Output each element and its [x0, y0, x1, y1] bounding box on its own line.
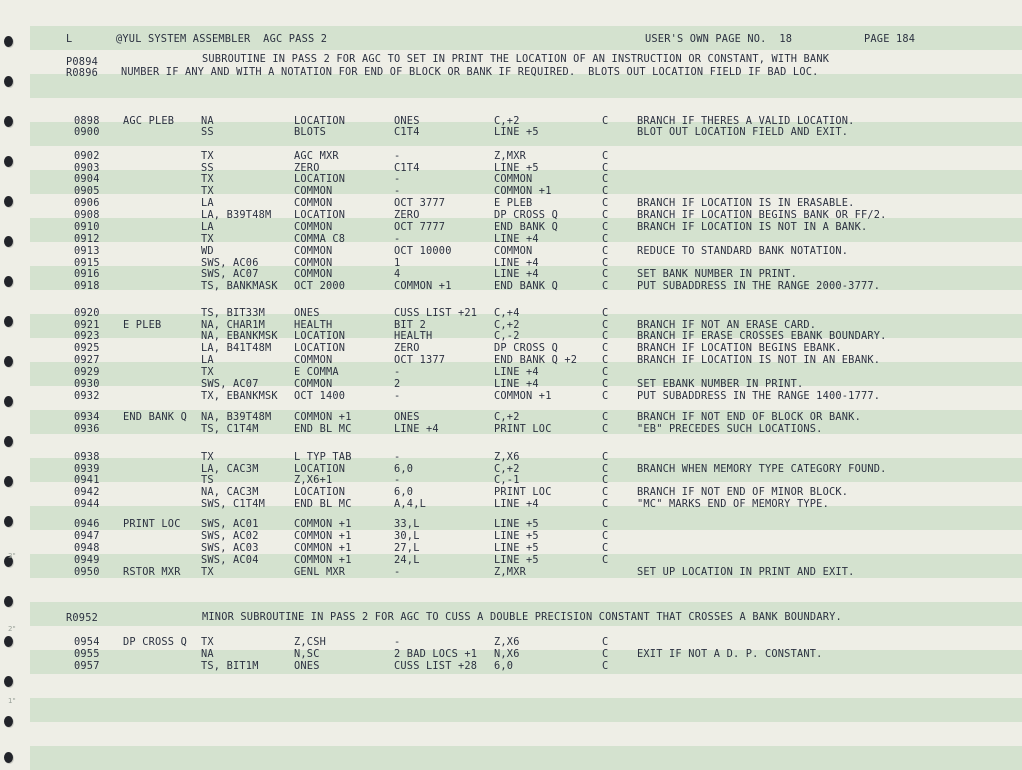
row-rem: PUT SUBADDRESS IN THE RANGE 2000-3777. — [637, 280, 881, 292]
row-f1: 33,L — [394, 518, 420, 530]
row-op: TS, BANKMASK — [201, 280, 278, 292]
row-f1: CUSS LIST +21 — [394, 307, 478, 319]
row-op: SS — [201, 162, 214, 174]
row-f2: LINE +4 — [494, 366, 539, 378]
row-f1: ZERO — [394, 342, 420, 354]
row-f2: COMMON — [494, 245, 533, 257]
row-c: C — [602, 554, 609, 566]
row-c: C — [602, 486, 609, 498]
row-loc: PRINT LOC — [123, 518, 181, 530]
row-addr: LOCATION — [294, 209, 346, 221]
row-f2: END BANK Q — [494, 221, 558, 233]
feed-hole-icon — [4, 36, 13, 47]
row-num: 0910 — [74, 221, 100, 233]
row-f2: LINE +4 — [494, 268, 539, 280]
row-rem: "EB" PRECEDES SUCH LOCATIONS. — [637, 423, 823, 435]
row-f1: BIT 2 — [394, 319, 426, 331]
row-num: 0918 — [74, 280, 100, 292]
row-op: NA, B39T48M — [201, 411, 272, 423]
row-addr: ONES — [294, 660, 320, 672]
row-c: C — [602, 474, 609, 486]
row-num: 0898 — [74, 115, 100, 127]
row-num: 0900 — [74, 126, 100, 138]
green-band — [30, 698, 1022, 722]
row-f2: Z,MXR — [494, 566, 526, 578]
row-f2: COMMON +1 — [494, 390, 552, 402]
feed-hole-icon — [4, 236, 13, 247]
row-f1: 6,0 — [394, 486, 414, 498]
header-user-page: USER'S OWN PAGE NO. 18 — [645, 33, 793, 45]
row-num: 0906 — [74, 197, 100, 209]
row-op: TX — [201, 451, 214, 463]
row-f2: C,+2 — [494, 463, 520, 475]
row-rem: PUT SUBADDRESS IN THE RANGE 1400-1777. — [637, 390, 881, 402]
row-f2: LINE +4 — [494, 257, 539, 269]
row-op: SWS, AC04 — [201, 554, 259, 566]
row-addr: ZERO — [294, 162, 320, 174]
row-c: C — [602, 498, 609, 510]
header-left-mark: L — [66, 33, 73, 45]
row-f2: DP CROSS Q — [494, 342, 558, 354]
row-f1: - — [394, 474, 401, 486]
row-c: C — [602, 648, 609, 660]
row-c: C — [602, 209, 609, 221]
row-rem: SET BANK NUMBER IN PRINT. — [637, 268, 797, 280]
feed-hole-icon — [4, 116, 13, 127]
row-f2: COMMON — [494, 173, 533, 185]
row-addr: COMMON +1 — [294, 530, 352, 542]
row-f2: LINE +5 — [494, 542, 539, 554]
row-op: TX — [201, 150, 214, 162]
row-rem: BRANCH IF LOCATION BEGINS EBANK. — [637, 342, 842, 354]
row-rem: BRANCH IF NOT END OF BLOCK OR BANK. — [637, 411, 861, 423]
row-rem: REDUCE TO STANDARD BANK NOTATION. — [637, 245, 849, 257]
row-c: C — [602, 423, 609, 435]
feed-hole-icon — [4, 276, 13, 287]
row-op: NA, CAC3M — [201, 486, 259, 498]
row-op: TX — [201, 566, 214, 578]
row-loc: END BANK Q — [123, 411, 187, 423]
green-band — [30, 650, 1022, 674]
row-rem: BRANCH IF NOT END OF MINOR BLOCK. — [637, 486, 849, 498]
row-f1: - — [394, 451, 401, 463]
feed-hole-icon — [4, 196, 13, 207]
row-op: TX — [201, 233, 214, 245]
row-f1: A,4,L — [394, 498, 426, 510]
row-f2: PRINT LOC — [494, 423, 552, 435]
row-op: TX — [201, 366, 214, 378]
row-num: 0930 — [74, 378, 100, 390]
row-op: TX, EBANKMSK — [201, 390, 278, 402]
row-c: C — [602, 390, 609, 402]
row-rem: SET UP LOCATION IN PRINT AND EXIT. — [637, 566, 855, 578]
row-f1: 2 — [394, 378, 401, 390]
row-num: 0942 — [74, 486, 100, 498]
row-f1: 27,L — [394, 542, 420, 554]
row-loc: AGC PLEB — [123, 115, 175, 127]
row-f2: Z,X6 — [494, 636, 520, 648]
row-c: C — [602, 411, 609, 423]
row-num: 0941 — [74, 474, 100, 486]
row-op: LA — [201, 197, 214, 209]
feed-hole-icon — [4, 156, 13, 167]
comment-line-number: P0894 — [66, 56, 98, 68]
row-op: TX — [201, 185, 214, 197]
row-f1: - — [394, 185, 401, 197]
row-addr: COMMON — [294, 257, 333, 269]
row-f1: - — [394, 233, 401, 245]
row-num: 0929 — [74, 366, 100, 378]
ruler-mark: 1" — [8, 697, 16, 705]
row-f1: COMMON +1 — [394, 280, 452, 292]
row-f1: ONES — [394, 115, 420, 127]
row-num: 0949 — [74, 554, 100, 566]
row-c: C — [602, 342, 609, 354]
row-f2: END BANK Q +2 — [494, 354, 578, 366]
row-num: 0902 — [74, 150, 100, 162]
row-f2: 6,0 — [494, 660, 514, 672]
comment-line-text: NUMBER IF ANY AND WITH A NOTATION FOR END OF BLOCK OR BANK IF REQUIRED. BLOTS OUT LOCATION FIELD IF BAD LOC. — [121, 66, 819, 78]
row-c: C — [602, 150, 609, 162]
row-addr: N,SC — [294, 648, 320, 660]
row-loc: RSTOR MXR — [123, 566, 181, 578]
feed-hole-icon — [4, 316, 13, 327]
row-addr: HEALTH — [294, 319, 333, 331]
row-f2: DP CROSS Q — [494, 209, 558, 221]
row-addr: ONES — [294, 307, 320, 319]
row-f2: C,+2 — [494, 411, 520, 423]
header-title: @YUL SYSTEM ASSEMBLER AGC PASS 2 — [116, 33, 328, 45]
row-num: 0947 — [74, 530, 100, 542]
row-f2: C,-1 — [494, 474, 520, 486]
row-f1: 4 — [394, 268, 401, 280]
row-rem: BRANCH IF LOCATION IS NOT IN A BANK. — [637, 221, 868, 233]
row-addr: COMMON +1 — [294, 542, 352, 554]
row-rem: EXIT IF NOT A D. P. CONSTANT. — [637, 648, 823, 660]
row-addr: COMMON — [294, 197, 333, 209]
row-c: C — [602, 518, 609, 530]
row-num: 0915 — [74, 257, 100, 269]
row-addr: COMMON — [294, 245, 333, 257]
row-num: 0921 — [74, 319, 100, 331]
row-f2: COMMON +1 — [494, 185, 552, 197]
row-addr: COMMON — [294, 378, 333, 390]
row-num: 0938 — [74, 451, 100, 463]
row-op: LA, B41T48M — [201, 342, 272, 354]
row-c: C — [602, 530, 609, 542]
row-f2: LINE +4 — [494, 498, 539, 510]
row-f1: OCT 7777 — [394, 221, 446, 233]
row-num: 0904 — [74, 173, 100, 185]
row-f2: C,+2 — [494, 115, 520, 127]
row-op: TX — [201, 173, 214, 185]
feed-hole-icon — [4, 716, 13, 727]
row-addr: COMMON +1 — [294, 554, 352, 566]
row-rem: BRANCH IF NOT AN ERASE CARD. — [637, 319, 817, 331]
row-op: LA, B39T48M — [201, 209, 272, 221]
row-num: 0923 — [74, 330, 100, 342]
row-addr: COMMON — [294, 354, 333, 366]
row-addr: AGC MXR — [294, 150, 339, 162]
row-addr: COMMON — [294, 185, 333, 197]
row-f1: ONES — [394, 411, 420, 423]
row-op: TS — [201, 474, 214, 486]
row-num: 0913 — [74, 245, 100, 257]
row-op: NA — [201, 648, 214, 660]
row-f2: LINE +4 — [494, 378, 539, 390]
row-op: SWS, AC01 — [201, 518, 259, 530]
row-c: C — [602, 660, 609, 672]
row-op: NA, CHAR1M — [201, 319, 265, 331]
row-addr: BLOTS — [294, 126, 326, 138]
row-c: C — [602, 463, 609, 475]
row-op: TS, BIT33M — [201, 307, 265, 319]
feed-hole-icon — [4, 596, 13, 607]
row-f2: LINE +5 — [494, 162, 539, 174]
row-f1: ZERO — [394, 209, 420, 221]
row-number: R0952 — [66, 612, 98, 624]
row-f1: C1T4 — [394, 126, 420, 138]
row-c: C — [602, 185, 609, 197]
row-f1: - — [394, 566, 401, 578]
row-addr: END BL MC — [294, 498, 352, 510]
row-c: C — [602, 173, 609, 185]
row-num: 0950 — [74, 566, 100, 578]
row-op: TX — [201, 636, 214, 648]
row-op: SWS, AC07 — [201, 378, 259, 390]
row-addr: LOCATION — [294, 173, 346, 185]
row-addr: LOCATION — [294, 342, 346, 354]
row-addr: E COMMA — [294, 366, 339, 378]
row-num: 0903 — [74, 162, 100, 174]
row-c: C — [602, 366, 609, 378]
row-addr: COMMA C8 — [294, 233, 346, 245]
row-addr: Z,CSH — [294, 636, 326, 648]
feed-hole-icon — [4, 752, 13, 763]
row-op: SWS, AC03 — [201, 542, 259, 554]
row-f2: C,+4 — [494, 307, 520, 319]
row-op: SWS, AC02 — [201, 530, 259, 542]
row-c: C — [602, 542, 609, 554]
row-addr: LOCATION — [294, 330, 346, 342]
row-f1: - — [394, 173, 401, 185]
row-num: 0948 — [74, 542, 100, 554]
row-addr: LOCATION — [294, 115, 346, 127]
row-num: 0955 — [74, 648, 100, 660]
row-op: LA, CAC3M — [201, 463, 259, 475]
row-num: 0939 — [74, 463, 100, 475]
row-f2: C,-2 — [494, 330, 520, 342]
comment-line-number: R0896 — [66, 67, 98, 79]
row-addr: COMMON +1 — [294, 411, 352, 423]
row-f2: LINE +5 — [494, 126, 539, 138]
row-addr: Z,X6+1 — [294, 474, 333, 486]
row-op: SWS, C1T4M — [201, 498, 265, 510]
row-num: 0954 — [74, 636, 100, 648]
row-c: C — [602, 319, 609, 331]
row-op: NA — [201, 115, 214, 127]
row-c: C — [602, 378, 609, 390]
row-f2: END BANK Q — [494, 280, 558, 292]
header-page-number: PAGE 184 — [864, 33, 916, 45]
row-rem: BRANCH WHEN MEMORY TYPE CATEGORY FOUND. — [637, 463, 887, 475]
row-f1: CUSS LIST +28 — [394, 660, 478, 672]
ruler-mark: 3" — [8, 552, 16, 560]
comment-line-text: SUBROUTINE IN PASS 2 FOR AGC TO SET IN PRINT THE LOCATION OF AN INSTRUCTION OR CONSTANT, WITH BANK — [202, 53, 830, 65]
row-f2: PRINT LOC — [494, 486, 552, 498]
row-num: 0912 — [74, 233, 100, 245]
row-c: C — [602, 268, 609, 280]
row-addr: OCT 2000 — [294, 280, 346, 292]
row-addr: END BL MC — [294, 423, 352, 435]
row-f1: OCT 1377 — [394, 354, 446, 366]
feed-hole-icon — [4, 676, 13, 687]
row-f1: - — [394, 390, 401, 402]
row-f1: - — [394, 150, 401, 162]
row-c: C — [602, 115, 609, 127]
row-f2: Z,MXR — [494, 150, 526, 162]
row-num: 0944 — [74, 498, 100, 510]
row-num: 0934 — [74, 411, 100, 423]
row-f1: OCT 10000 — [394, 245, 452, 257]
feed-hole-icon — [4, 356, 13, 367]
row-f2: LINE +5 — [494, 530, 539, 542]
row-f2: LINE +5 — [494, 554, 539, 566]
row-f1: HEALTH — [394, 330, 433, 342]
row-f1: 24,L — [394, 554, 420, 566]
row-op: WD — [201, 245, 214, 257]
row-op: TS, C1T4M — [201, 423, 259, 435]
row-addr: L TYP TAB — [294, 451, 352, 463]
feed-hole-icon — [4, 396, 13, 407]
green-band — [30, 746, 1022, 770]
feed-hole-icon — [4, 516, 13, 527]
row-f1: C1T4 — [394, 162, 420, 174]
row-c: C — [602, 221, 609, 233]
row-rem: SET EBANK NUMBER IN PRINT. — [637, 378, 804, 390]
row-op: TS, BIT1M — [201, 660, 259, 672]
row-f2: LINE +5 — [494, 518, 539, 530]
row-num: 0957 — [74, 660, 100, 672]
row-c: C — [602, 451, 609, 463]
row-c: C — [602, 307, 609, 319]
feed-hole-icon — [4, 476, 13, 487]
row-rem: BRANCH IF LOCATION BEGINS BANK OR FF/2. — [637, 209, 887, 221]
row-c: C — [602, 636, 609, 648]
row-f1: LINE +4 — [394, 423, 439, 435]
row-f1: 30,L — [394, 530, 420, 542]
row-op: LA — [201, 221, 214, 233]
feed-hole-icon — [4, 636, 13, 647]
row-op: SWS, AC07 — [201, 268, 259, 280]
row-addr: COMMON — [294, 268, 333, 280]
row-c: C — [602, 162, 609, 174]
row-num: 0946 — [74, 518, 100, 530]
row-f1: OCT 3777 — [394, 197, 446, 209]
row-op: SS — [201, 126, 214, 138]
row-f1: - — [394, 366, 401, 378]
row-addr: LOCATION — [294, 486, 346, 498]
minor-subroutine-comment: MINOR SUBROUTINE IN PASS 2 FOR AGC TO CUSS A DOUBLE PRECISION CONSTANT THAT CROSSES A BANK BOUNDARY. — [202, 611, 842, 623]
row-addr: OCT 1400 — [294, 390, 346, 402]
row-num: 0925 — [74, 342, 100, 354]
row-rem: BRANCH IF THERES A VALID LOCATION. — [637, 115, 855, 127]
row-f1: 6,0 — [394, 463, 414, 475]
row-num: 0905 — [74, 185, 100, 197]
row-num: 0920 — [74, 307, 100, 319]
row-num: 0916 — [74, 268, 100, 280]
row-f2: E PLEB — [494, 197, 533, 209]
row-f1: 2 BAD LOCS +1 — [394, 648, 478, 660]
feed-hole-icon — [4, 76, 13, 87]
row-c: C — [602, 245, 609, 257]
row-op: SWS, AC06 — [201, 257, 259, 269]
row-num: 0908 — [74, 209, 100, 221]
row-num: 0932 — [74, 390, 100, 402]
row-f2: LINE +4 — [494, 233, 539, 245]
row-num: 0927 — [74, 354, 100, 366]
row-loc: E PLEB — [123, 319, 162, 331]
row-rem: BLOT OUT LOCATION FIELD AND EXIT. — [637, 126, 849, 138]
row-rem: BRANCH IF LOCATION IS NOT IN AN EBANK. — [637, 354, 881, 366]
row-addr: COMMON +1 — [294, 518, 352, 530]
row-addr: GENL MXR — [294, 566, 346, 578]
row-f2: Z,X6 — [494, 451, 520, 463]
row-rem: BRANCH IF ERASE CROSSES EBANK BOUNDARY. — [637, 330, 887, 342]
row-f1: - — [394, 636, 401, 648]
row-c: C — [602, 280, 609, 292]
row-f1: 1 — [394, 257, 401, 269]
row-c: C — [602, 233, 609, 245]
row-f2: C,+2 — [494, 319, 520, 331]
row-c: C — [602, 257, 609, 269]
row-op: LA — [201, 354, 214, 366]
row-rem: "MC" MARKS END OF MEMORY TYPE. — [637, 498, 829, 510]
ruler-mark: 2" — [8, 625, 16, 633]
row-op: NA, EBANKMSK — [201, 330, 278, 342]
row-rem: BRANCH IF LOCATION IS IN ERASABLE. — [637, 197, 855, 209]
row-addr: COMMON — [294, 221, 333, 233]
row-loc: DP CROSS Q — [123, 636, 187, 648]
row-addr: LOCATION — [294, 463, 346, 475]
row-c: C — [602, 330, 609, 342]
feed-hole-icon — [4, 436, 13, 447]
row-c: C — [602, 197, 609, 209]
row-c: C — [602, 354, 609, 366]
row-num: 0936 — [74, 423, 100, 435]
row-f2: N,X6 — [494, 648, 520, 660]
